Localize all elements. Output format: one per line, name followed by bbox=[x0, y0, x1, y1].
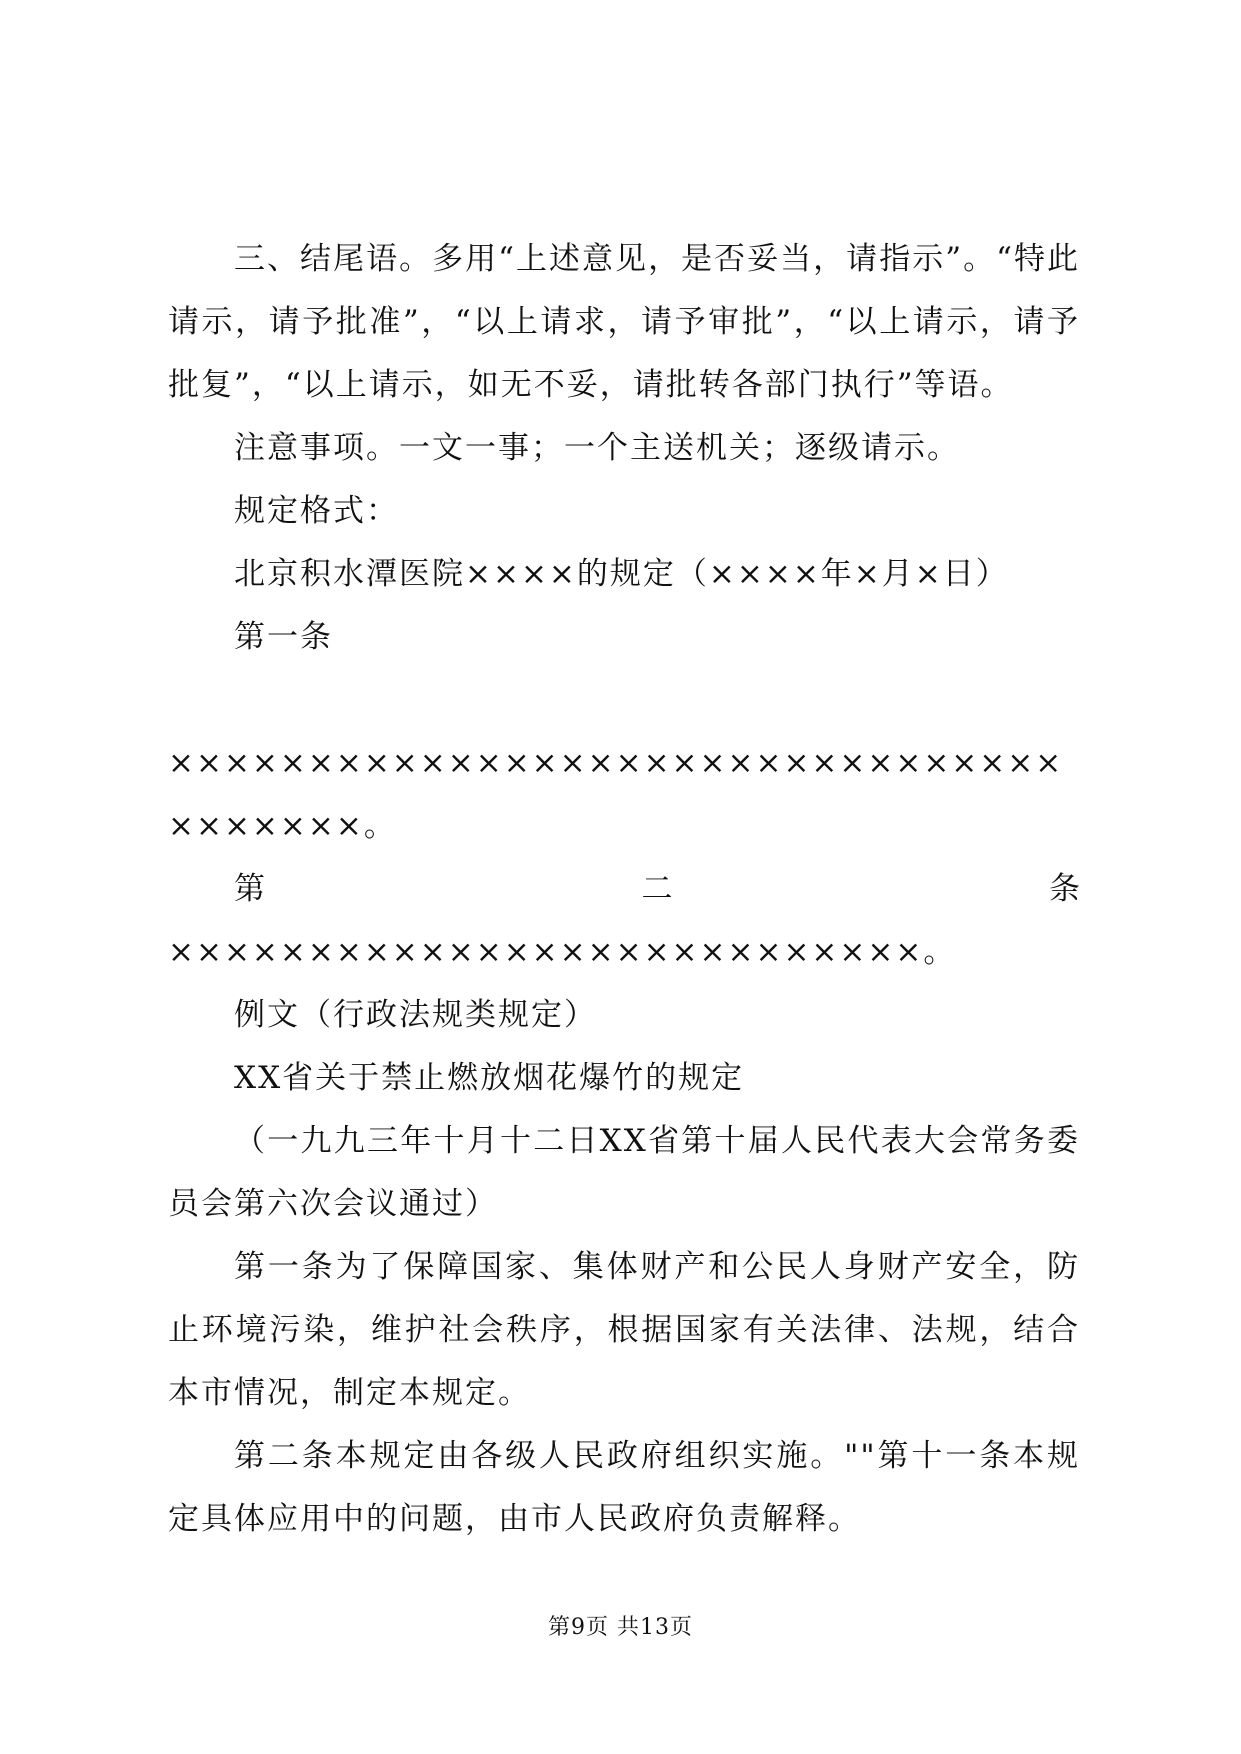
paragraph-format-heading: 规定格式： bbox=[234, 493, 399, 529]
paragraph-example-article-one: 第一条为了保障国家、集体财产和公民人身财产安全，防止环境污染，维护社会秩序，根据国家有关法律、法规，结合本市情况，制定本规定。 bbox=[168, 1249, 1080, 1411]
paragraph-article-two-crosses: ×××××××××××××××××××××××××××。 bbox=[168, 934, 957, 970]
paragraph-placeholder-crosses: ×××××××××××××××××××××××××××××××××××××××。 bbox=[168, 745, 1064, 844]
article-two-word-2: 二 bbox=[641, 871, 673, 907]
paragraph-example-adoption: （一九九三年十月十二日XX省第十届人民代表大会常务委员会第六次会议通过） bbox=[168, 1123, 1080, 1222]
article-two-word-1: 第 bbox=[234, 871, 265, 907]
paragraph-example-heading: 例文（行政法规类规定） bbox=[234, 997, 597, 1033]
paragraph-example-article-two: 第二条本规定由各级人民政府组织实施。""第十一条本规定具体应用中的问题，由市人民政府负责解释。 bbox=[168, 1438, 1080, 1537]
article-two-heading bbox=[168, 858, 1080, 921]
paragraph-format-title: 北京积水潭医院××××的规定（××××年×月×日） bbox=[234, 556, 1009, 592]
paragraph-closing-phrases: 三、结尾语。多用“上述意见，是否妥当，请指示”。“特此请示，请予批准”，“以上请求，请予审批”，“以上请示，请予批复”，“以上请示，如无不妥，请批转各部门执行”等语。 bbox=[168, 241, 1080, 403]
paragraph-notes: 注意事项。一文一事；一个主送机关；逐级请示。 bbox=[234, 430, 960, 466]
page-footer: 第9页 共13页 bbox=[548, 1615, 693, 1640]
blank-line bbox=[168, 669, 1080, 732]
paragraph-example-title: XX省关于禁止燃放烟花爆竹的规定 bbox=[234, 1060, 745, 1096]
paragraph-article-one: 第一条 bbox=[234, 619, 333, 655]
article-two-word-3: 条 bbox=[1049, 871, 1080, 907]
document-body bbox=[168, 228, 1080, 1551]
